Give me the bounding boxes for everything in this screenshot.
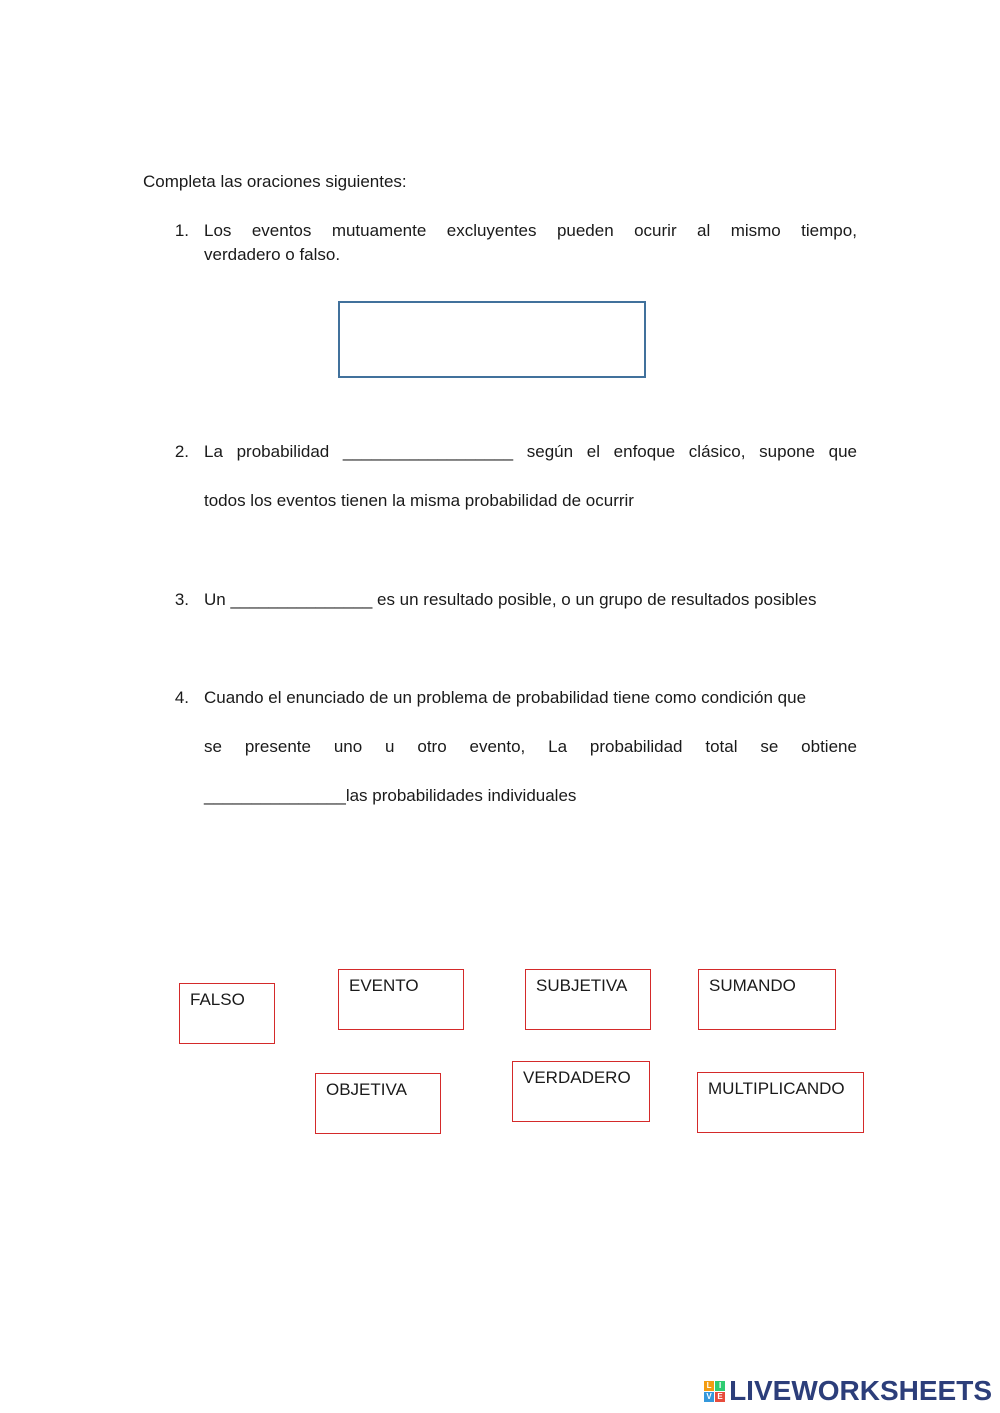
- word: pueden: [556, 221, 614, 240]
- word: eventos: [251, 221, 312, 240]
- question-number: 3.: [174, 590, 189, 609]
- liveworksheets-logo: [704, 1375, 992, 1407]
- word: La: [548, 737, 568, 756]
- word: u: [385, 737, 395, 756]
- question-4-line-1: Cuando el enunciado de un problema de probabilidad tiene como condición que: [204, 688, 807, 707]
- word: clásico,: [688, 442, 746, 461]
- instruction-text: Completa las oraciones siguientes:: [143, 172, 407, 191]
- word: supone: [759, 442, 815, 461]
- word: según: [526, 442, 574, 461]
- logo-square: I: [715, 1381, 725, 1391]
- word: que: [828, 442, 857, 461]
- answer-drop-box[interactable]: [338, 301, 646, 378]
- word: excluyentes: [446, 221, 537, 240]
- option-evento[interactable]: EVENTO: [338, 969, 464, 1030]
- word: al: [697, 221, 711, 240]
- word: se: [760, 737, 779, 756]
- word: tiempo,: [801, 221, 857, 240]
- logo-square: L: [704, 1381, 714, 1391]
- option-subjetiva[interactable]: SUBJETIVA: [525, 969, 651, 1030]
- question-number: 4.: [174, 688, 189, 707]
- word: probabilidad: [589, 737, 683, 756]
- word: mismo: [730, 221, 781, 240]
- word: presente: [244, 737, 311, 756]
- question-2-line-2: todos los eventos tienen la misma probabilidad de ocurrir: [204, 491, 634, 510]
- word: ocurir: [634, 221, 677, 240]
- option-falso[interactable]: FALSO: [179, 983, 275, 1044]
- question-number: 2.: [174, 442, 189, 461]
- logo-mark-icon: [704, 1381, 725, 1402]
- question-3-line-1: Un _______________ es un resultado posible, o un grupo de resultados posibles: [204, 590, 817, 609]
- word: uno: [333, 737, 363, 756]
- word: La: [204, 442, 223, 461]
- word: se: [204, 737, 222, 756]
- question-1-line-1: [204, 221, 857, 241]
- word: obtiene: [801, 737, 857, 756]
- option-multiplicando[interactable]: MULTIPLICANDO: [697, 1072, 864, 1133]
- question-4-line-2: [204, 737, 857, 757]
- word: evento,: [469, 737, 526, 756]
- option-verdadero[interactable]: VERDADERO: [512, 1061, 650, 1122]
- option-objetiva[interactable]: OBJETIVA: [315, 1073, 441, 1134]
- word: otro: [417, 737, 447, 756]
- word: mutuamente: [331, 221, 427, 240]
- word: probabilidad: [236, 442, 330, 461]
- logo-text: LIVEWORKSHEETS: [729, 1375, 992, 1406]
- question-4-line-3: _______________las probabilidades individuales: [204, 786, 577, 805]
- question-1-line-2: verdadero o falso.: [204, 245, 341, 264]
- word: enfoque: [613, 442, 676, 461]
- logo-square: V: [704, 1392, 714, 1402]
- logo-square: E: [715, 1392, 725, 1402]
- word: total: [705, 737, 738, 756]
- option-sumando[interactable]: SUMANDO: [698, 969, 836, 1030]
- question-2-line-1: [204, 442, 857, 462]
- word: Los: [204, 221, 232, 240]
- question-number: 1.: [174, 221, 189, 240]
- word: el: [586, 442, 600, 461]
- blank-field[interactable]: __________________: [342, 442, 514, 461]
